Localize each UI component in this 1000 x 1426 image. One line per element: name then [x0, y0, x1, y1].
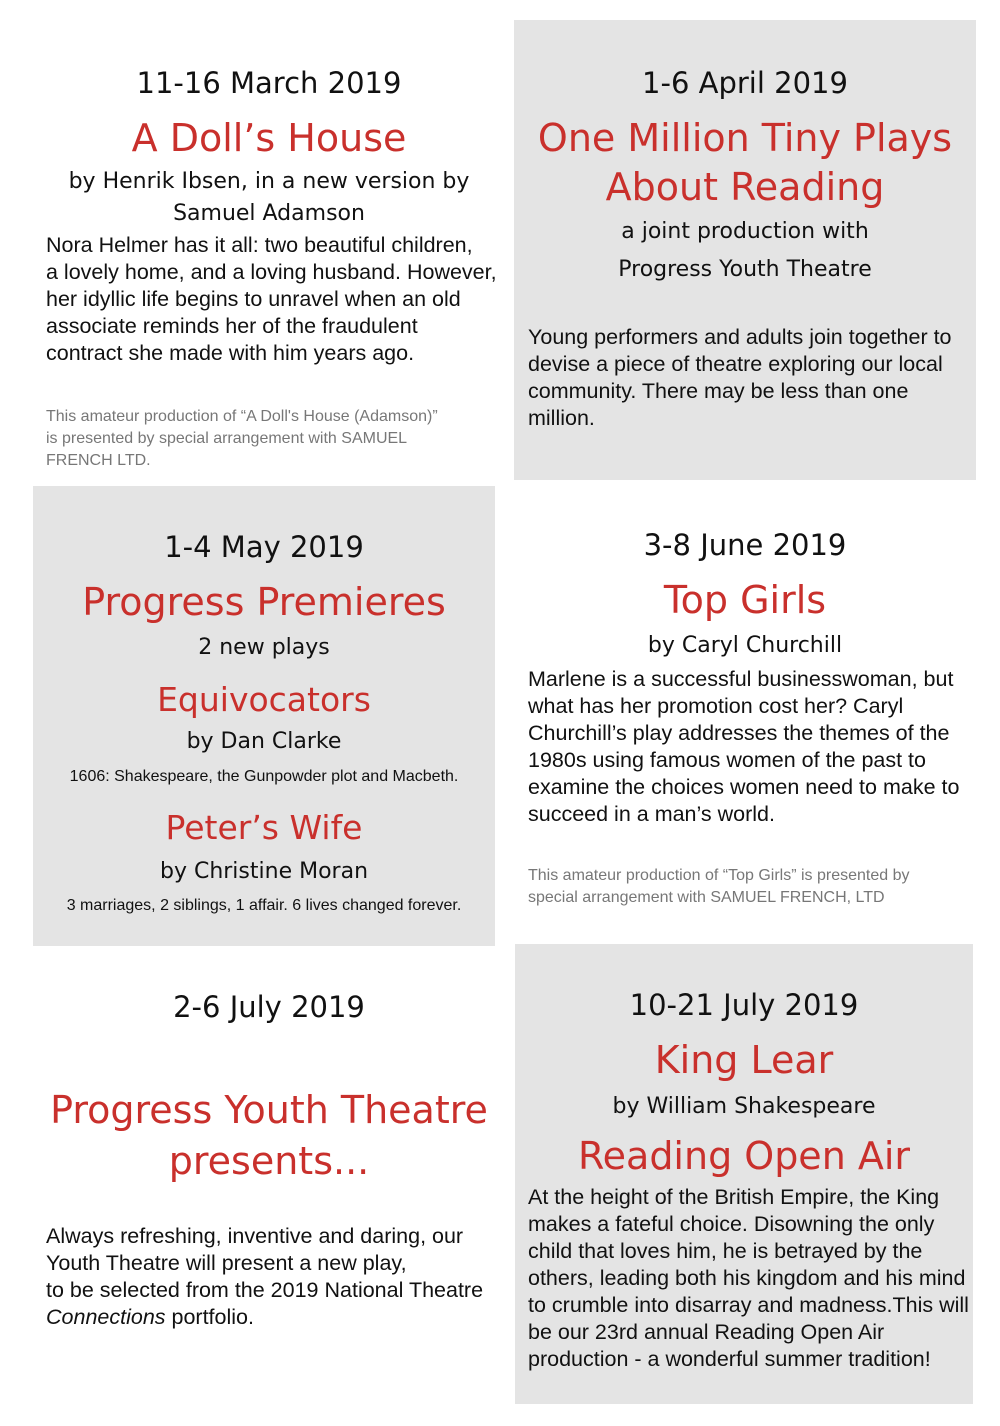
show-date: 2-6 July 2019	[173, 990, 365, 1024]
license-note: This amateur production of “A Doll's House (Adamson)” is presented by special arrangement with SAMUEL FRENCH LTD.	[46, 408, 438, 469]
show-title: A Doll’s House	[131, 116, 407, 160]
show-author: by William Shakespeare	[612, 1094, 876, 1119]
show-panel-late-july	[515, 944, 973, 1404]
show-author: Samuel Adamson	[173, 201, 365, 226]
play-tagline: 1606: Shakespeare, the Gunpowder plot and Macbeth.	[69, 768, 459, 785]
show-description: Always refreshing, inventive and daring, our Youth Theatre will present a new play, to be selected from the 2019 National Theatre Connections portfolio.	[46, 1224, 484, 1329]
show-title: About Reading	[605, 165, 885, 209]
show-date: 11-16 March 2019	[136, 66, 402, 100]
show-panel-may	[33, 486, 495, 946]
show-author: by Caryl Churchill	[647, 633, 843, 658]
show-subtitle: 2 new plays	[198, 635, 330, 660]
show-title: One Million Tiny Plays	[537, 116, 953, 160]
show-title: Progress Premieres	[82, 580, 446, 624]
show-panel-june	[514, 486, 976, 946]
show-panel-march	[30, 40, 508, 480]
show-description: Young performers and adults join together to devise a piece of theatre exploring our local community. There may be less than one million.	[528, 325, 952, 430]
show-date: 3-8 June 2019	[643, 528, 847, 562]
show-description: Marlene is a successful businesswoman, but what has her promotion cost her? Caryl Churchill’s play addresses the themes of the 1980s using famous women of the past to examine the choices women need to make to succeed in a man’s world.	[528, 667, 960, 826]
show-description: At the height of the British Empire, the King makes a fateful choice. Disowning the only child that loves him, he is betrayed by the others, leading both his kingdom and his mind to crumble into disarray and madness.This will be our 23rd annual Reading Open Air production - a wonderful summer tradition!	[528, 1185, 969, 1371]
show-date: 1-6 April 2019	[642, 66, 848, 100]
show-subtitle: Progress Youth Theatre	[618, 257, 872, 282]
play-title: Peter’s Wife	[165, 808, 363, 847]
show-subtitle: a joint production with	[621, 219, 869, 244]
play-author: by Christine Moran	[159, 859, 369, 884]
show-panel-early-july	[30, 950, 508, 1400]
show-title: presents...	[168, 1139, 370, 1183]
play-title: Equivocators	[157, 680, 371, 719]
show-title: Progress Youth Theatre	[50, 1088, 488, 1132]
portfolio-name: Connections	[46, 1305, 166, 1329]
show-description: Nora Helmer has it all: two beautiful children, a lovely home, and a loving husband. However, her idyllic life begins to unravel when an old associate reminds her of the fraudulent contract she made with him years ago.	[46, 233, 497, 365]
play-tagline: 3 marriages, 2 siblings, 1 affair. 6 lives changed forever.	[66, 897, 462, 914]
show-author: by Henrik Ibsen, in a new version by	[68, 169, 470, 194]
play-author: by Dan Clarke	[186, 729, 342, 754]
show-date: 1-4 May 2019	[164, 530, 364, 564]
show-date: 10-21 July 2019	[629, 988, 859, 1022]
show-panel-april	[514, 20, 976, 480]
show-venue-title: Reading Open Air	[577, 1134, 911, 1178]
show-title: Top Girls	[663, 578, 827, 622]
license-note: This amateur production of “Top Girls” is presented by special arrangement with SAMUEL FRENCH, LTD	[528, 867, 910, 906]
show-title: King Lear	[654, 1038, 834, 1082]
